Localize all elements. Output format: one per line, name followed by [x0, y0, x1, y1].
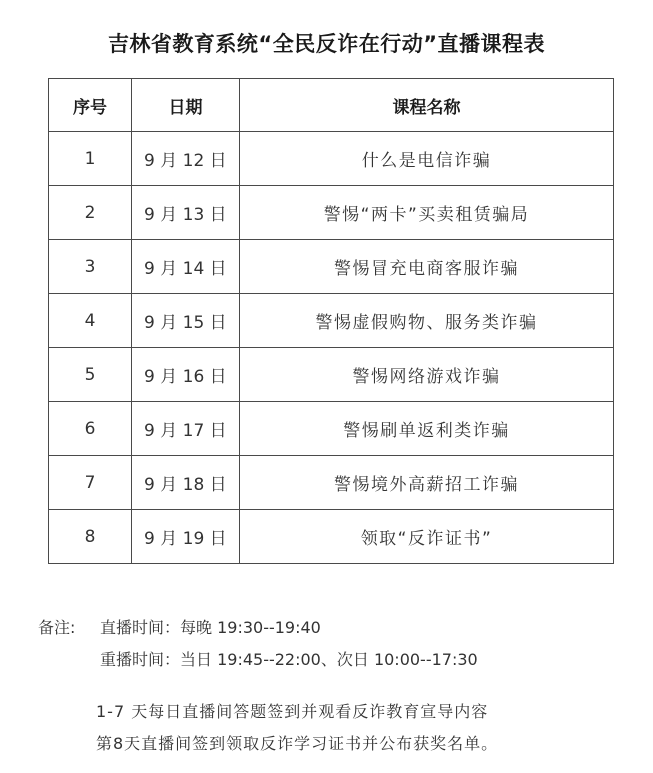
- header-course-name: 课程名称: [240, 79, 614, 132]
- cell-date: 9 月 19 日: [132, 510, 240, 564]
- cell-course-name: 领取“反诈证书”: [240, 510, 614, 564]
- table-row: [49, 402, 614, 456]
- page-title: 吉林省教育系统“全民反诈在行动”直播课程表: [107, 32, 546, 56]
- table-row: [49, 240, 614, 294]
- cell-seq: 5: [49, 348, 132, 402]
- cell-course-name: 警惕冒充电商客服诈骗: [240, 240, 614, 294]
- table-row: [49, 294, 614, 348]
- cell-seq: 8: [49, 510, 132, 564]
- header-date: 日期: [132, 79, 240, 132]
- note-line-2: 第8天直播间签到领取反诈学习证书并公布获奖名单。: [96, 734, 499, 753]
- table-row: [49, 510, 614, 564]
- cell-date: 9 月 18 日: [132, 456, 240, 510]
- cell-seq: 4: [49, 294, 132, 348]
- cell-seq: 1: [49, 132, 132, 186]
- header-seq: 序号: [49, 79, 132, 132]
- cell-date: 9 月 17 日: [132, 402, 240, 456]
- cell-course-name: 警惕虚假购物、服务类诈骗: [240, 294, 614, 348]
- cell-course-name: 警惕刷单返利类诈骗: [240, 402, 614, 456]
- live-time-text: 直播时间：每晚 19:30--19:40: [100, 618, 321, 637]
- course-schedule-table: [48, 78, 614, 564]
- table-row: [49, 132, 614, 186]
- cell-date: 9 月 16 日: [132, 348, 240, 402]
- cell-seq: 6: [49, 402, 132, 456]
- note-live-time-line: [38, 615, 321, 638]
- cell-seq: 7: [49, 456, 132, 510]
- table-row: [49, 348, 614, 402]
- notes-label: 备注:: [38, 618, 76, 637]
- cell-date: 9 月 13 日: [132, 186, 240, 240]
- table-row: [49, 186, 614, 240]
- cell-seq: 3: [49, 240, 132, 294]
- cell-seq: 2: [49, 186, 132, 240]
- replay-time-text: 重播时间：当日 19:45--22:00、次日 10:00--17:30: [100, 650, 478, 669]
- cell-date: 9 月 12 日: [132, 132, 240, 186]
- table-header-row: [49, 79, 614, 132]
- note-line-1: 1-7 天每日直播间答题签到并观看反诈教育宣导内容: [96, 702, 489, 721]
- cell-course-name: 什么是电信诈骗: [240, 132, 614, 186]
- cell-date: 9 月 14 日: [132, 240, 240, 294]
- cell-date: 9 月 15 日: [132, 294, 240, 348]
- cell-course-name: 警惕网络游戏诈骗: [240, 348, 614, 402]
- table-row: [49, 456, 614, 510]
- cell-course-name: 警惕“两卡”买卖租赁骗局: [240, 186, 614, 240]
- cell-course-name: 警惕境外高薪招工诈骗: [240, 456, 614, 510]
